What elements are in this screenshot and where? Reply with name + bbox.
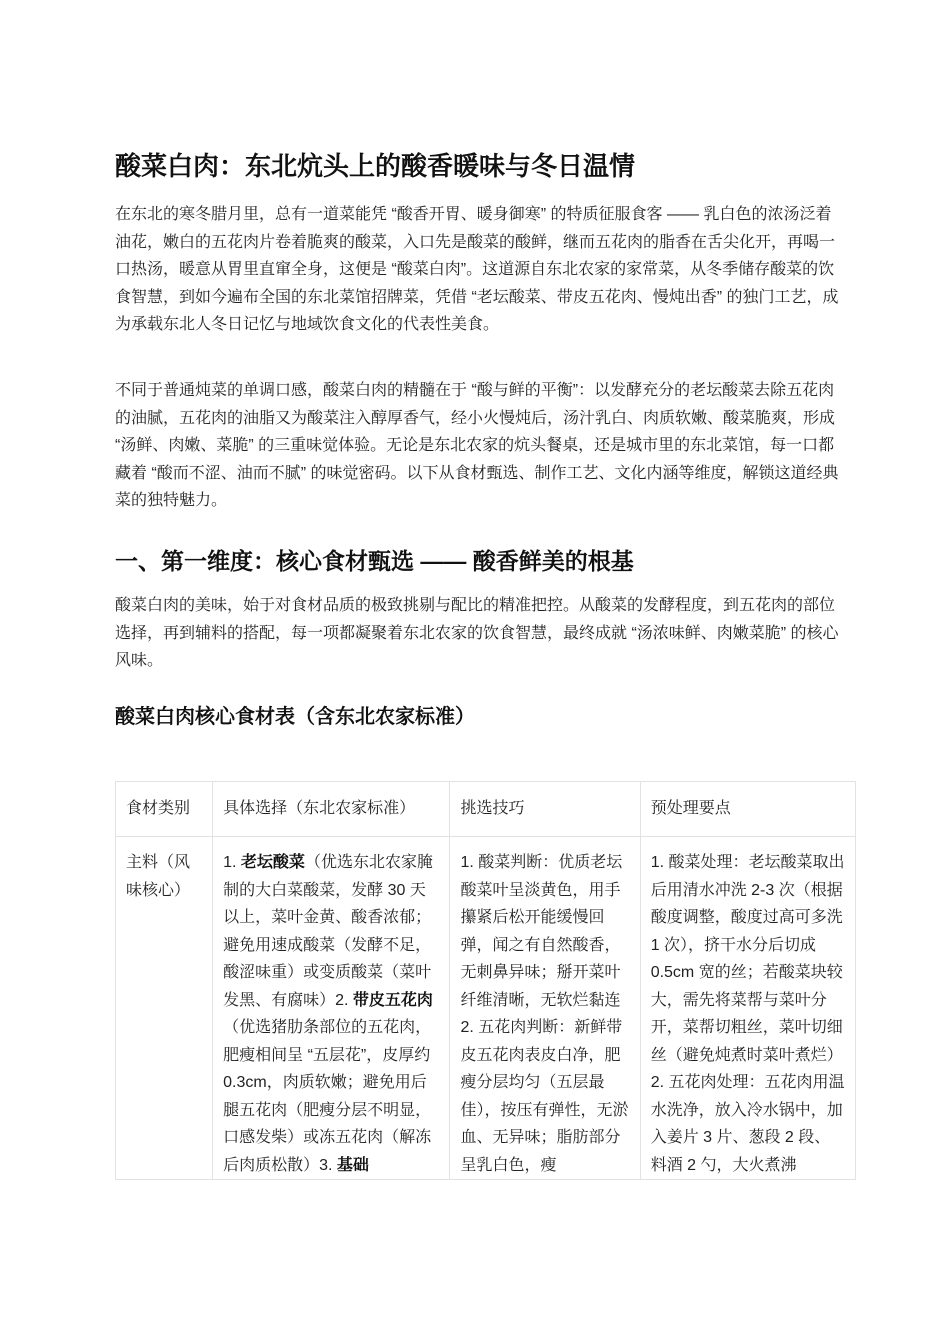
page-title: 酸菜白肉：东北炕头上的酸香暖味与冬日温情 [115,151,636,181]
selection-bold-term: 老坛酸菜 [240,854,305,871]
selection-text: （优选东北农家腌制的大白菜酸菜，发酵 30 天以上，菜叶金黄、酸香浓郁；避免用速成酸菜（发酵不足，酸涩味重）或变质酸菜（菜叶发黑、有腐味）2. [223,854,433,1009]
cell-prep: 1. 酸菜处理：老坛酸菜取出后用清水冲洗 2-3 次（根据酸度调整，酸度过高可多洗 1 次），挤干水分后切成 0.5cm 宽的丝；若酸菜块较大，需先将菜帮与菜叶分开，菜帮切粗丝，菜叶切细丝（避免炖煮时菜叶煮烂）2. 五花肉处理：五花肉用温水洗净，放入冷水锅中，加入姜片 3 片、葱段 2 段、料酒 2 勺，大火煮沸 [640,837,855,1180]
header-selection: 具体选择（东北农家标准） [213,782,450,837]
header-category: 食材类别 [116,782,213,837]
selection-text: 1. [223,854,241,871]
selection-text: （优选猪肋条部位的五花肉，肥瘦相间呈 “五层花”，皮厚约 0.3cm，肉质软嫩；避免用后腿五花肉（肥瘦分层不明显，口感发柴）或冻五花肉（解冻后肉质松散）3. [223,1019,432,1174]
table-caption: 酸菜白肉核心食材表（含东北农家标准） [115,706,475,728]
table-row [116,837,856,1180]
cell-category: 主料（风味核心） [116,837,213,1180]
section-paragraph: 酸菜白肉的美味，始于对食材品质的极致挑剔与配比的精准把控。从酸菜的发酵程度，到五花肉的部位选择，再到辅料的搭配，每一项都凝聚着东北农家的饮食智慧，最终成就 “汤浓味鲜、肉嫩菜脆” 的核心风味。 [115,597,839,669]
header-tips: 挑选技巧 [450,782,640,837]
table-header-row [116,782,856,837]
selection-bold-term: 带皮五花肉 [352,991,433,1009]
intro-paragraph-1: 在东北的寒冬腊月里，总有一道菜能凭 “酸香开胃、暖身御寒” 的特质征服食客 —— 乳白色的浓汤泛着油花，嫩白的五花肉片卷着脆爽的酸菜，入口先是酸菜的酸鲜，继而五花肉的脂香在舌尖化开，再喝一口热汤，暖意从胃里直窜全身，这便是 “酸菜白肉”。这道源自东北农家的家常菜，从冬季储存酸菜的饮食智慧，到如今遍布全国的东北菜馆招牌菜，凭借 “老坛酸菜、带皮五花肉、慢炖出香” 的独门工艺，成为承载东北人冬日记忆与地域饮食文化的代表性美食。 [115,206,839,333]
ingredients-table [115,781,856,1180]
selection-bold-term: 基础 [336,1156,369,1174]
cell-tips: 1. 酸菜判断：优质老坛酸菜叶呈淡黄色，用手攥紧后松开能缓慢回弹，闻之有自然酸香，无刺鼻异味；掰开菜叶纤维清晰，无软烂黏连 2. 五花肉判断：新鲜带皮五花肉表皮白净，肥瘦分层均匀（五层最佳），按压有弹性，无淤血、无异味；脂肪部分呈乳白色，瘦 [450,837,640,1180]
header-prep: 预处理要点 [640,782,855,837]
ingredients-table-container [115,781,856,1211]
intro-paragraph-2: 不同于普通炖菜的单调口感，酸菜白肉的精髓在于 “酸与鲜的平衡”：以发酵充分的老坛酸菜去除五花肉的油腻，五花肉的油脂又为酸菜注入醇厚香气，经小火慢炖后，汤汁乳白、肉质软嫩、酸菜脆爽，形成 “汤鲜、肉嫩、菜脆” 的三重味觉体验。无论是东北农家的炕头餐桌，还是城市里的东北菜馆，每一口都藏着 “酸而不涩、油而不腻” 的味觉密码。以下从食材甄选、制作工艺、文化内涵等维度，解锁这道经典菜的独特魅力。 [115,382,839,509]
section-heading: 一、第一维度：核心食材甄选 —— 酸香鲜美的根基 [115,548,634,574]
cell-selection [213,837,450,1180]
